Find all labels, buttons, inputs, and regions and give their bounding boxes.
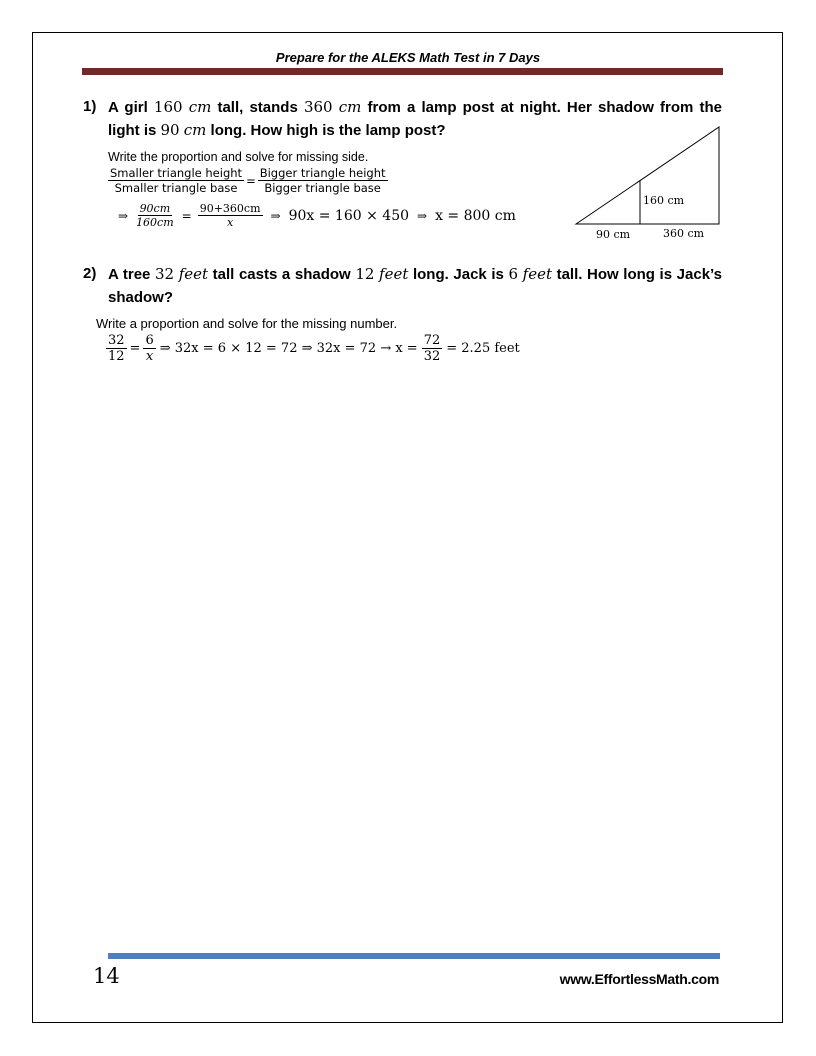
q2-fraction-3 xyxy=(422,333,443,364)
q2-answer: = 2.25 feet xyxy=(446,341,520,356)
question-2-number: 2) xyxy=(83,265,97,282)
question-2-text: A tree 32 feet tall casts a shadow 12 feet long. Jack is 6 feet tall. How long is Jack’s shadow? xyxy=(108,265,722,306)
question-1-number: 1) xyxy=(83,98,97,115)
q2-fraction-1 xyxy=(106,333,127,364)
question-1-instruction: Write the proportion and solve for missing side. xyxy=(108,150,369,164)
question-1-solution: ⇒ $\frac{90cm}{160cm}$ = $\frac{90+360cm}{x}$ ⇒ 90x = 160 × 450 ⇒ x = 800 cm xyxy=(118,202,516,229)
footer-divider xyxy=(108,953,720,959)
solution-denominator-1: 160cm xyxy=(136,216,174,229)
label-base-distance: 360 cm xyxy=(663,227,705,240)
q2-denominator-2: x xyxy=(145,349,154,364)
question-1-text: A girl 160 cm tall, stands 360 cm from a lamp post at night. Her shadow from the light is 90 cm long. How high is the lamp post? xyxy=(108,98,722,139)
q2-numerator-2: 6 xyxy=(145,333,154,348)
proportion-formula: $\frac{\text{Smaller triangle height}}{\text{Smaller triangle base}}$ = $\frac{\text{Bigger triangle height}}{\text{Bigger triangle base}}$ xyxy=(110,166,386,195)
q2-denominator-1: 12 xyxy=(108,349,125,364)
q2-numerator-3: 72 xyxy=(423,333,441,348)
solution-fraction-1 xyxy=(134,202,176,229)
q2-denominator-3: 32 xyxy=(423,349,441,364)
solution-step-2: 90x = 160 × 450 xyxy=(288,207,410,224)
q2-fraction-2 xyxy=(143,333,155,364)
formula-left-numerator: Smaller triangle height xyxy=(110,166,243,180)
label-base-shadow: 90 cm xyxy=(596,228,631,241)
solution-fraction-2 xyxy=(198,202,263,229)
solution-numerator-2: 90+360cm xyxy=(199,202,261,215)
similar-triangles-diagram xyxy=(570,122,725,247)
large-triangle xyxy=(576,127,719,224)
header-title: Prepare for the ALEKS Math Test in 7 Days xyxy=(275,50,541,65)
formula-right-fraction xyxy=(258,166,388,195)
page-number: 14 xyxy=(93,964,120,988)
label-height: 160 cm xyxy=(643,194,685,207)
formula-left-denominator: Smaller triangle base xyxy=(114,181,238,195)
footer-website: www.EffortlessMath.com xyxy=(559,971,719,987)
question-2-solution: $\frac{32}{12}$ = $\frac{6}{x}$ ⇒ 32x = 6 × 12 = 72 ⇒ 32x = 72 → x = $\frac{72}{32}$ = 2.25 feet xyxy=(108,333,520,364)
formula-right-denominator: Bigger triangle base xyxy=(264,181,381,195)
formula-left-fraction xyxy=(108,166,244,195)
formula-right-numerator: Bigger triangle height xyxy=(259,166,386,180)
q2-numerator-1: 32 xyxy=(108,333,125,348)
solution-numerator-1: 90cm xyxy=(139,202,171,215)
solution-answer: x = 800 cm xyxy=(435,207,516,224)
header-divider xyxy=(82,68,723,75)
question-2-instruction: Write a proportion and solve for the missing number. xyxy=(96,316,398,331)
q2-derivation: ⇒ 32x = 6 × 12 = 72 ⇒ 32x = 72 → x = xyxy=(159,341,418,356)
solution-denominator-2: x xyxy=(227,216,234,229)
